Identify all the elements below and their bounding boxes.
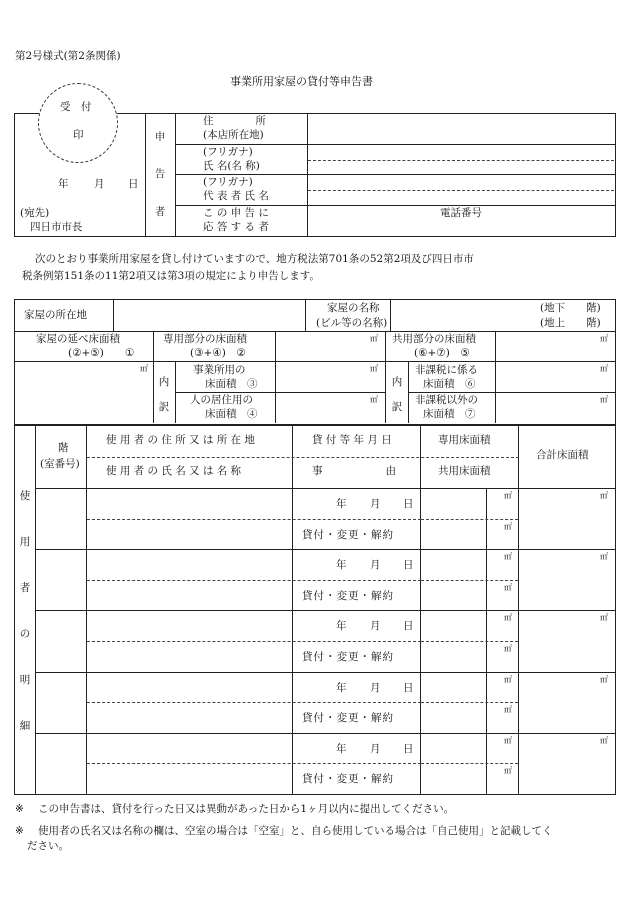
user-row-midline [87,641,421,642]
row-reason: 貸付・変更・解約 [302,589,394,602]
row-reason: 貸付・変更・解約 [302,651,394,663]
building-name-sub: (ビル等の名称) [316,317,388,329]
row-total-unit: ㎡ [600,552,608,562]
row-total-unit: ㎡ [600,491,608,500]
user-row-divider [35,549,615,550]
user-row-midline [87,763,421,764]
user-row-midline [87,702,421,703]
building-table [14,299,616,425]
breakdown-side-1: 内 [158,376,170,388]
row-common-unit: ㎡ [504,644,512,653]
row-total-unit: ㎡ [600,735,608,745]
name-label: 氏 名(名 称) [203,160,260,172]
other-sub: 床面積 ⑦ [423,408,476,420]
form-title: 事業所用家屋の貸付等申告書 [230,75,373,88]
total-area-label: 家屋の延べ床面積 [36,333,120,345]
row-reason: 貸付・変更・解約 [302,528,394,541]
unit-common-area: ㎡ [600,334,608,343]
users-side-2: 用 [19,536,31,548]
row-date-day: 日 [403,742,414,755]
date-header: 貸 付 等 年 月 日 [312,434,392,446]
date-month: 月 [94,178,105,190]
building-name-label: 家屋の名称 [327,302,380,314]
addressee-mayor: 四日市市長 [30,221,83,233]
unit-total-area: ㎡ [140,364,148,373]
location-label: 家屋の所在地 [24,309,87,321]
date-year: 年 [58,178,69,190]
row-total-unit: ㎡ [600,613,608,623]
exclusive-area-header: 専用床面積 [438,434,491,446]
row-reason: 貸付・変更・解約 [302,712,394,725]
user-row-area-midline [421,641,518,642]
note-text-1: この申告書は、貸付を行った日又は異動があった日から1ヶ月以内に提出してください。 [38,803,455,815]
date-day: 日 [128,178,139,190]
user-row-divider [35,733,615,734]
row-date-year: 年 [336,559,347,572]
residence-use-sub: 床面積 ④ [205,408,258,420]
floors-above: (地上 階) [540,317,601,329]
responder-label: こ の 申 告 に [203,207,269,219]
row-exclusive-unit: ㎡ [504,613,512,623]
declarant-side-2: 告 [154,168,166,180]
row-date-year: 年 [336,681,347,694]
total-area-sub: (②+⑤) ① [68,347,135,359]
row-date-month: 月 [370,498,381,510]
common-area-header: 共用床面積 [438,465,491,477]
note-mark-1: ※ [15,803,24,815]
row-exclusive-unit: ㎡ [504,674,512,684]
residence-use-label: 人の居住用の [190,394,253,406]
rep-name-label: 代 表 者 氏 名 [203,190,269,202]
row-common-unit: ㎡ [504,766,512,776]
addressee-label: (宛先) [20,207,50,219]
row-common-unit: ㎡ [504,521,512,531]
reason-header: 事 由 [312,465,396,477]
row-date-day: 日 [403,620,414,633]
row-date-day: 日 [403,681,414,694]
reception-stamp [38,83,118,163]
unit-exclusive-area: ㎡ [370,334,378,343]
stamp-mark: 印 [73,129,84,141]
note-mark-2: ※ [15,825,24,837]
unit-other: ㎡ [600,395,608,404]
user-row-divider [35,672,615,673]
responder-label-sub: 応 答 す る 者 [203,221,269,233]
row-date-month: 月 [370,681,381,694]
breakdown-side-3: 内 [391,376,403,388]
form-number: 第2号様式(第2条関係) [15,50,121,62]
row-date-year: 年 [336,742,347,755]
unit-nontaxable: ㎡ [600,364,608,373]
total-area-header: 合計床面積 [536,449,589,461]
unit-office-use: ㎡ [370,364,378,373]
user-row-midline [87,519,421,520]
declarant-side-3: 者 [154,206,166,218]
user-name-header: 使 用 者 の 氏 名 又 は 名 称 [106,465,242,477]
stamp-label: 受 付 [60,101,92,113]
row-total-unit: ㎡ [600,674,608,684]
exclusive-area-label: 専用部分の床面積 [163,333,247,345]
declarant-side-1: 申 [154,131,166,143]
office-use-sub: 床面積 ③ [205,378,258,390]
floors-under: (地下 階) [540,302,601,314]
nontaxable-sub: 床面積 ⑥ [423,378,476,390]
note-text-2: 使用者の氏名又は名称の欄は、空室の場合は「空室」と、自ら使用している場合は「自己使用」と記載してく [38,825,553,837]
intro-line-1: 次のとおり事業所用家屋を貸し付けていますので、地方税法第701条の52第2項及び四日市市 [35,253,474,265]
common-area-label: 共用部分の床面積 [392,333,476,345]
user-row-area-midline [421,702,518,703]
row-reason: 貸付・変更・解約 [302,773,394,786]
breakdown-side-2: 訳 [158,401,170,413]
phone-label: 電話番号 [440,207,482,219]
exclusive-area-sub: (③+④) ② [190,347,246,359]
user-row-area-midline [421,580,518,581]
row-date-month: 月 [370,620,381,633]
nontaxable-label: 非課税に係る [415,364,478,376]
row-date-day: 日 [403,559,414,572]
floor-column-sub: (室番号) [40,458,80,470]
row-exclusive-unit: ㎡ [504,552,512,562]
users-side-4: の [19,628,31,640]
note-text-2-cont: ださい。 [27,840,69,852]
row-date-day: 日 [403,498,414,510]
user-address-header: 使 用 者 の 住 所 又 は 所 在 地 [106,434,255,446]
users-side-3: 者 [19,582,31,594]
users-side-1: 使 [19,490,31,502]
floor-column-header: 階 [58,442,69,454]
user-row-area-midline [421,763,518,764]
users-side-6: 細 [19,720,31,732]
user-row-midline [87,580,421,581]
office-use-label: 事業所用の [193,364,246,376]
row-date-year: 年 [336,498,347,510]
common-area-sub: (⑥+⑦) ⑤ [414,347,470,359]
user-row-divider [35,610,615,611]
row-common-unit: ㎡ [504,705,512,715]
row-date-month: 月 [370,742,381,755]
breakdown-side-4: 訳 [391,401,403,413]
row-common-unit: ㎡ [504,582,512,592]
users-side-5: 明 [19,674,31,686]
row-date-year: 年 [336,620,347,633]
rep-furigana-label: (フリガナ) [203,176,253,188]
unit-residence-use: ㎡ [370,395,378,404]
row-exclusive-unit: ㎡ [504,735,512,745]
user-row-area-midline [421,519,518,520]
address-label-sub: (本店所在地) [203,129,264,141]
other-label: 非課税以外の [415,394,478,406]
row-date-month: 月 [370,559,381,572]
row-exclusive-unit: ㎡ [504,491,512,500]
address-label: 住 所 [203,115,266,127]
intro-line-2: 税条例第151条の11第2項又は第3項の規定により申告します。 [22,270,320,282]
name-furigana-label: (フリガナ) [203,146,253,158]
